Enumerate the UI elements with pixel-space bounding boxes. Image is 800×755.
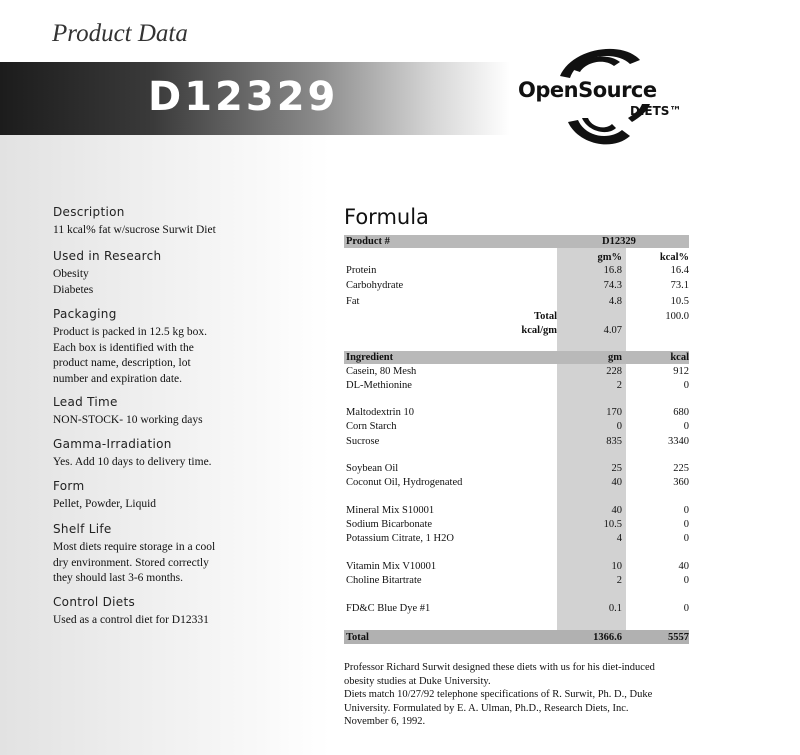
info-body — [53, 497, 318, 513]
macro-name: Fat — [346, 296, 360, 307]
info-body — [53, 325, 318, 387]
ingredient-name: Choline Bitartrate — [346, 575, 422, 586]
ingredient-kcal: 0 — [683, 505, 689, 516]
note-line: Professor Richard Surwit designed these diets with us for his diet-induced — [344, 662, 655, 673]
info-body — [53, 413, 318, 429]
macro-kcal-pct: 73.1 — [670, 280, 689, 291]
info-body — [53, 613, 318, 629]
macro-gm-pct: 74.3 — [603, 280, 622, 291]
ingredient-kcal: 912 — [673, 366, 689, 377]
ingredient-kcal: 225 — [673, 463, 689, 474]
product-label: Product # — [346, 236, 390, 247]
ingredient-gm: 228 — [606, 366, 622, 377]
info-body — [53, 267, 318, 298]
opensource-diets-logo — [512, 40, 712, 160]
info-line: Product is packed in 12.5 kg box. — [53, 326, 207, 338]
info-heading: Control Diets — [53, 595, 136, 609]
ingredient-kcal: 0 — [683, 575, 689, 586]
kcal-header: kcal — [670, 352, 689, 363]
info-line: Pellet, Powder, Liquid — [53, 498, 157, 510]
note-line: Diets match 10/27/92 telephone specifications of R. Surwit, Ph. D., Duke — [344, 689, 653, 700]
formula-title: Formula — [344, 205, 429, 229]
gm-header: gm — [608, 352, 622, 363]
macro-name: Protein — [346, 265, 377, 276]
info-section — [53, 522, 318, 587]
ingredient-header-band — [344, 351, 689, 364]
product-code: D12329 — [148, 74, 339, 120]
ingredient-name: Sodium Bicarbonate — [346, 519, 433, 530]
product-number: D12329 — [602, 236, 636, 247]
info-section — [53, 205, 318, 239]
total-row-label: Total — [346, 632, 369, 643]
note-line: obesity studies at Duke University. — [344, 675, 491, 687]
ingredient-kcal: 0 — [683, 533, 689, 544]
note-line: University. Formulated by E. A. Ulman, Ph.D., Research Diets, Inc. — [344, 702, 629, 714]
macro-name: Carbohydrate — [346, 280, 404, 291]
info-line: 11 kcal% fat w/sucrose Surwit Diet — [53, 224, 216, 236]
ingredient-kcal: 0 — [683, 603, 689, 614]
ingredient-name: Sucrose — [346, 436, 380, 447]
ingredient-gm: 25 — [611, 463, 622, 474]
ingredient-gm: 835 — [606, 436, 622, 447]
gm-pct-header: gm% — [597, 252, 622, 263]
info-section — [53, 395, 318, 429]
ingredient-kcal: 0 — [683, 519, 689, 530]
logo-brand-sub: DIETS™ — [630, 104, 682, 118]
ingredient-gm: 0.1 — [608, 603, 622, 614]
ingredient-name: DL-Methionine — [346, 380, 412, 391]
info-section — [53, 437, 318, 471]
ingredient-name: Corn Starch — [346, 421, 397, 432]
ingredient-kcal: 0 — [683, 421, 689, 432]
total-kcal-pct: 100.0 — [665, 311, 689, 322]
ingredient-name: Casein, 80 Mesh — [346, 366, 417, 377]
logo-brand-name: OpenSource — [518, 78, 657, 102]
info-section — [53, 307, 318, 387]
info-line: Obesity — [53, 268, 89, 280]
ingredient-name: Soybean Oil — [346, 463, 399, 474]
info-body — [53, 455, 318, 471]
ingredient-gm: 40 — [611, 477, 622, 488]
ingredient-gm: 4 — [616, 533, 622, 544]
info-line: they should last 3-6 months. — [53, 572, 184, 584]
info-heading: Shelf Life — [53, 522, 112, 536]
formula-table — [344, 235, 689, 648]
kcal-per-gm-value: 4.07 — [603, 325, 622, 336]
total-label: Total — [534, 311, 557, 322]
info-heading: Gamma-Irradiation — [53, 437, 172, 451]
product-header-band — [344, 235, 689, 248]
ingredient-gm: 170 — [606, 407, 622, 418]
info-line: Diabetes — [53, 283, 94, 296]
ingredient-name: Coconut Oil, Hydrogenated — [346, 477, 463, 488]
total-row-band — [344, 630, 689, 644]
macro-gm-pct: 16.8 — [603, 265, 622, 276]
info-body — [53, 223, 318, 239]
info-section — [53, 479, 318, 513]
ingredient-name: FD&C Blue Dye #1 — [346, 603, 431, 614]
info-line: NON-STOCK- 10 working days — [53, 414, 203, 426]
ingredient-header: Ingredient — [346, 352, 394, 363]
macro-kcal-pct: 10.5 — [670, 296, 689, 307]
info-section — [53, 595, 318, 629]
info-heading: Form — [53, 479, 85, 493]
info-heading: Packaging — [53, 307, 117, 321]
formula-notes — [344, 661, 704, 729]
ingredient-gm: 40 — [611, 505, 622, 516]
ingredient-kcal: 680 — [673, 407, 689, 418]
info-line: dry environment. Stored correctly — [53, 556, 209, 569]
note-line: November 6, 1992. — [344, 716, 426, 727]
info-section — [53, 249, 318, 298]
info-line: Most diets require storage in a cool — [53, 541, 216, 553]
ingredient-kcal: 360 — [673, 477, 689, 488]
kcal-pct-header: kcal% — [659, 252, 689, 263]
ingredient-gm: 10.5 — [603, 519, 622, 530]
ingredient-gm: 2 — [616, 575, 622, 586]
total-row-kcal: 5557 — [668, 632, 689, 643]
page-title: Product Data — [52, 20, 188, 47]
ingredient-gm: 0 — [616, 421, 622, 432]
info-line: Yes. Add 10 days to delivery time. — [53, 456, 212, 468]
ingredient-gm: 10 — [611, 561, 622, 572]
info-heading: Used in Research — [53, 249, 162, 263]
macro-gm-pct: 4.8 — [608, 296, 622, 307]
info-heading: Lead Time — [53, 395, 118, 409]
total-row-gm: 1366.6 — [593, 632, 622, 643]
macro-kcal-pct: 16.4 — [670, 265, 689, 276]
ingredient-name: Maltodextrin 10 — [346, 407, 414, 418]
info-line: Each box is identified with the — [53, 341, 194, 354]
kcal-per-gm-label: kcal/gm — [521, 325, 557, 336]
ingredient-kcal: 0 — [683, 380, 689, 391]
info-heading: Description — [53, 205, 125, 219]
info-body — [53, 540, 318, 587]
info-line: number and expiration date. — [53, 372, 183, 385]
info-line: product name, description, lot — [53, 357, 191, 369]
info-line: Used as a control diet for D12331 — [53, 614, 209, 626]
ingredient-name: Potassium Citrate, 1 H2O — [346, 533, 454, 544]
ingredient-name: Vitamin Mix V10001 — [346, 561, 437, 572]
ingredient-gm: 2 — [616, 380, 622, 391]
ingredient-name: Mineral Mix S10001 — [346, 505, 435, 516]
ingredient-kcal: 40 — [678, 561, 689, 572]
ingredient-kcal: 3340 — [668, 436, 689, 447]
